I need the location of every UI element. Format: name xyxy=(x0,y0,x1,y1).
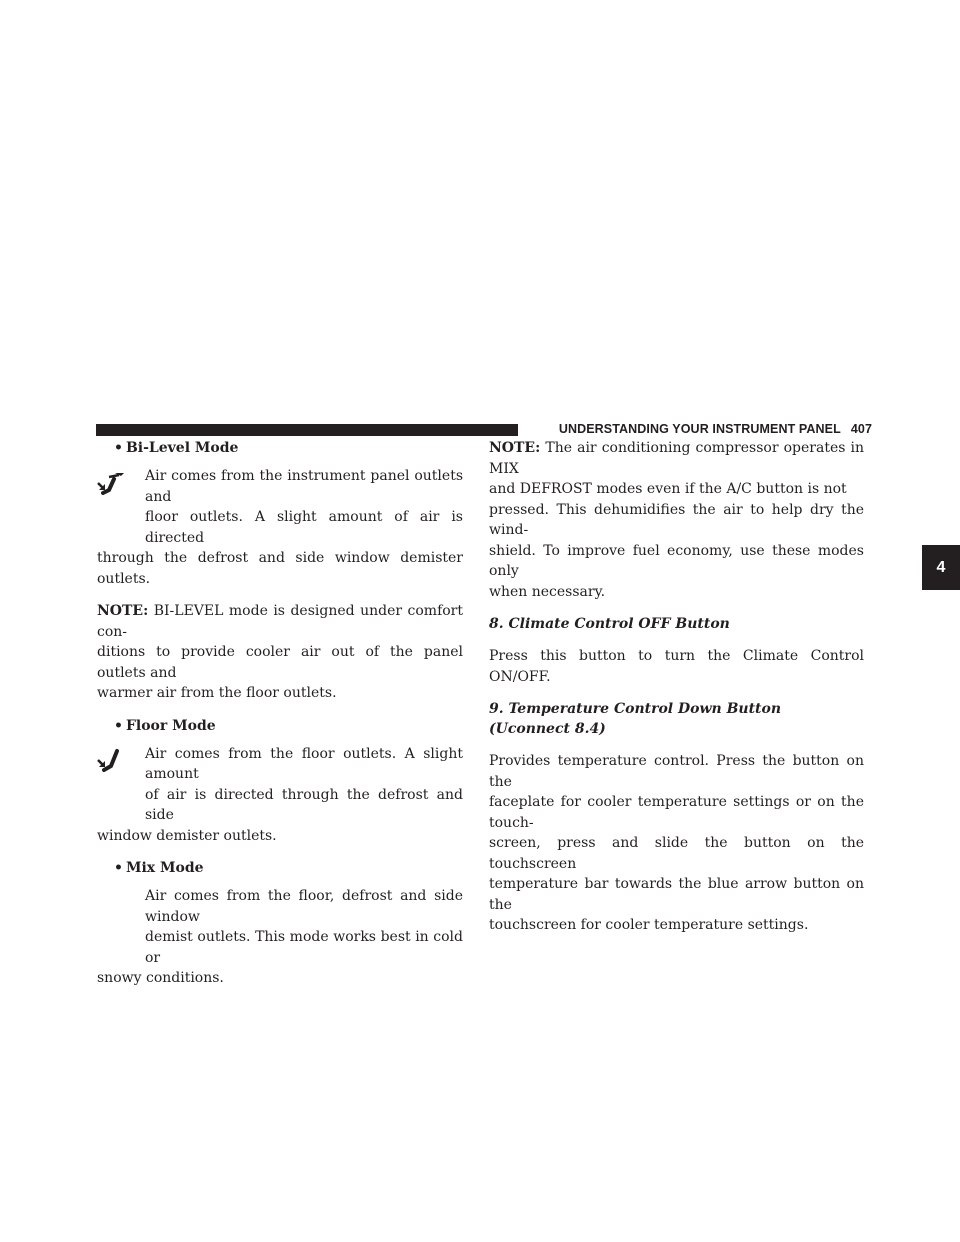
bilevel-mode-paragraph: Air comes from the instrument panel outlets and floor outlets. A slight amount of air is directed through the defrost and side window demister outlets. xyxy=(97,468,463,587)
header-rule xyxy=(96,424,518,436)
bilevel-airflow-icon xyxy=(97,470,125,496)
floor-mode-heading: • Floor Mode xyxy=(114,717,216,734)
page-number: 407 xyxy=(850,422,872,436)
header-title: UNDERSTANDING YOUR INSTRUMENT PANEL xyxy=(558,422,841,436)
section-9-heading: 9. Temperature Control Down Button (Uconnect 8.4) xyxy=(489,701,782,737)
chapter-tab xyxy=(922,545,960,590)
mix-mode-heading: • Mix Mode xyxy=(114,860,204,876)
floor-mode-paragraph: Air comes from the floor outlets. A slight amount of air is directed through the defrost and side window demister outlets. xyxy=(97,745,463,844)
section-8-text: Press this button to turn the Climate Control ON/OFF. xyxy=(489,648,864,685)
section-8-heading: 8. Climate Control OFF Button xyxy=(489,616,730,632)
floor-airflow-icon xyxy=(97,748,125,774)
note-compressor: NOTE: The air conditioning compressor operates in MIX and DEFROST modes even if the A/C button is not pressed. This dehumidifies the air to help dry the wind- shield. To improve fuel economy, use these modes only when necessary. xyxy=(489,440,865,600)
mix-mode-paragraph: Air comes from the floor, defrost and side window demist outlets. This mode works best in cold or snowy conditions. xyxy=(97,888,463,986)
bilevel-mode-heading: • Bi-Level Mode xyxy=(114,440,239,456)
right-column xyxy=(489,438,864,948)
chapter-number: 4 xyxy=(936,558,946,576)
running-header xyxy=(522,419,872,439)
section-9-text: Provides temperature control. Press the button on the faceplate for cooler temperature settings or on the touch- screen, press and slide the button on the touchscreen temperature bar towards the blue arrow button on the touchscreen for cooler temperature settings. xyxy=(489,753,864,933)
left-column xyxy=(97,438,463,1001)
note-bilevel: NOTE: BI-LEVEL mode is designed under comfort con- ditions to provide cooler air out of the panel outlets and warmer air from the floor outlets. xyxy=(97,603,464,701)
